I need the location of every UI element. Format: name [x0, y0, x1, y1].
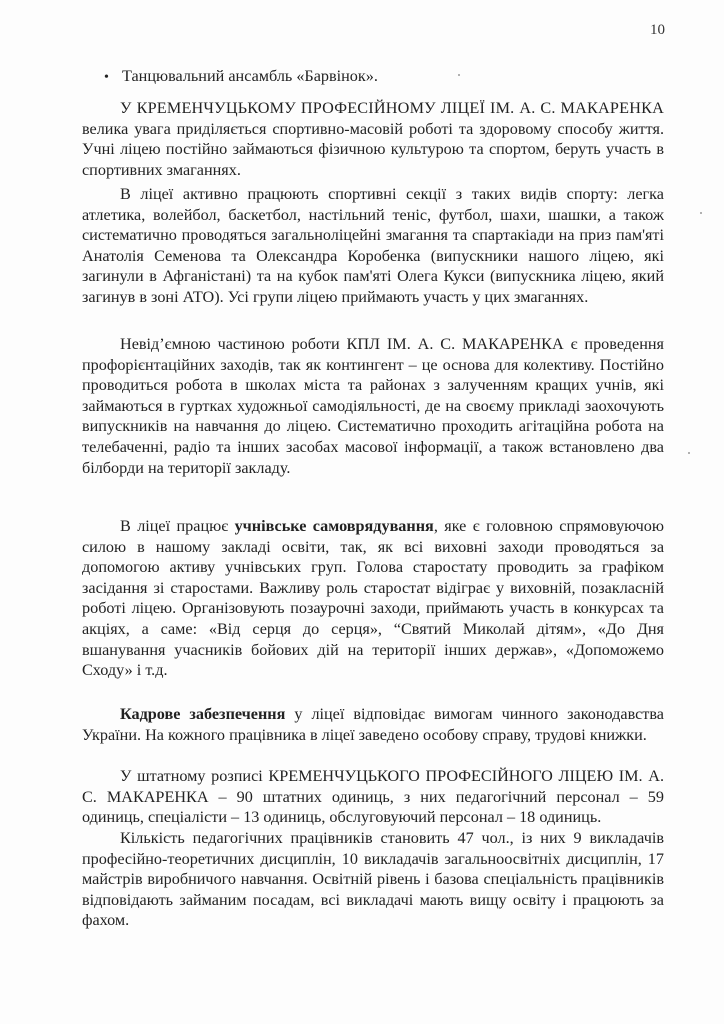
page-number: 10 [650, 22, 665, 38]
paragraph-text: у ліцеї відповідає вимогам чинного законодавства України. На кожного працівника в ліцеї заведено особову справу, трудові книжки. [82, 705, 664, 744]
paragraph-career-guidance: Невід’ємною частиною роботи КПЛ ІМ. А. С. МАКАРЕНКА є проведення профорієнтаційних заходів, так як контингент – це основа для колективу. Постійно проводиться робота в школах міста та районах з залученням кращих учнів, які займаються в гуртках художньої самодіяльності, де на своєму прикладі заохочують випускників на навчання до ліцею. Систематично проходить агітаційна робота на телебаченні, радіо та інших засобах масової інформації, а також встановлено два білборди на території закладу. [82, 335, 664, 477]
bold-term-self-government: учнівське самоврядування [234, 517, 434, 535]
paragraph-sports-sections: В ліцеї активно працюють спортивні секції з таких видів спорту: легка атлетика, волейбол, баскетбол, настільний теніс, футбол, шахи, шашки, а також систематично проводяться загальноліцейні змагання та спартакіади на приз пам'яті Анатолія Семенова та Олександра Коробенка (випускники нашого ліцею, які загинули в Афганістані) та на кубок пам'яті Олега Кукси (випускника ліцею, який загинув в зоні АТО). Усі групи ліцею приймають участь у цих змаганнях. [82, 185, 664, 306]
paragraph-teaching-staff: Кількість педагогічних працівників становить 47 чол., із них 9 викладачів професійно-теоретичних дисциплін, 10 викладачів загальноосвітніх дисциплін, 17 майстрів виробничого навчання. Освітній рівень і базова спеціальність працівників відповідають займаним посадам, всі викладачі мають вищу освіту і працюють за фахом. [82, 829, 664, 930]
bold-term-staffing: Кадрове забезпечення [120, 705, 286, 723]
scan-speck [458, 74, 460, 76]
paragraph-staff-schedule: У штатному розписі КРЕМЕНЧУЦЬКОГО ПРОФЕСІЙНОГО ЛІЦЕЮ ІМ. А. С. МАКАРЕНКА – 90 штатних одиниць, з них педагогічний персонал – 59 одиниць, спеціалісти – 13 одиниць, обслуговуючий персонал – 18 одиниць. [82, 767, 664, 827]
bullet-icon: • [104, 70, 109, 85]
scan-speck [688, 452, 690, 454]
list-item-text: Танцювальний ансамбль «Барвінок». [122, 67, 378, 85]
lyceum-name-caps: У КРЕМЕНЧУЦЬКОМУ ПРОФЕСІЙНОМУ ЛІЦЕЇ ІМ. А. С. МАКАРЕНКА [120, 99, 664, 117]
scan-speck [700, 212, 702, 214]
paragraph-text: В ліцеї працює [120, 517, 235, 535]
paragraph-self-government [82, 516, 664, 681]
paragraph-text: , яке є головною спрямовуючою силою в нашому закладі освіти, так, як всі виховні заходи проводяться за допомогою активу учнівських груп. Голова старостату проводить за графіком засідання зі старостами. Важливу роль старостат відіграє у виховній, позакласній роботі ліцею. Організовують позаурочні заходи, приймають участь в конкурсах та акціях, а саме: «Від серця до серця», “Святий Миколай дітям», «До Дня вшанування учасників бойових дій на території інших держав», «Допоможемо Сходу» і т.д. [82, 517, 664, 680]
list-item-dance-ensemble [104, 66, 378, 88]
paragraph-text: велика увага приділяється спортивно-масовій роботі та здоровому способу життя. Учні ліцею постійно займаються фізичною культурою та спортом, беруть участь в спортивних змаганнях. [82, 119, 664, 179]
paragraph-staffing [82, 704, 664, 745]
paragraph-sports-intro [82, 98, 664, 180]
